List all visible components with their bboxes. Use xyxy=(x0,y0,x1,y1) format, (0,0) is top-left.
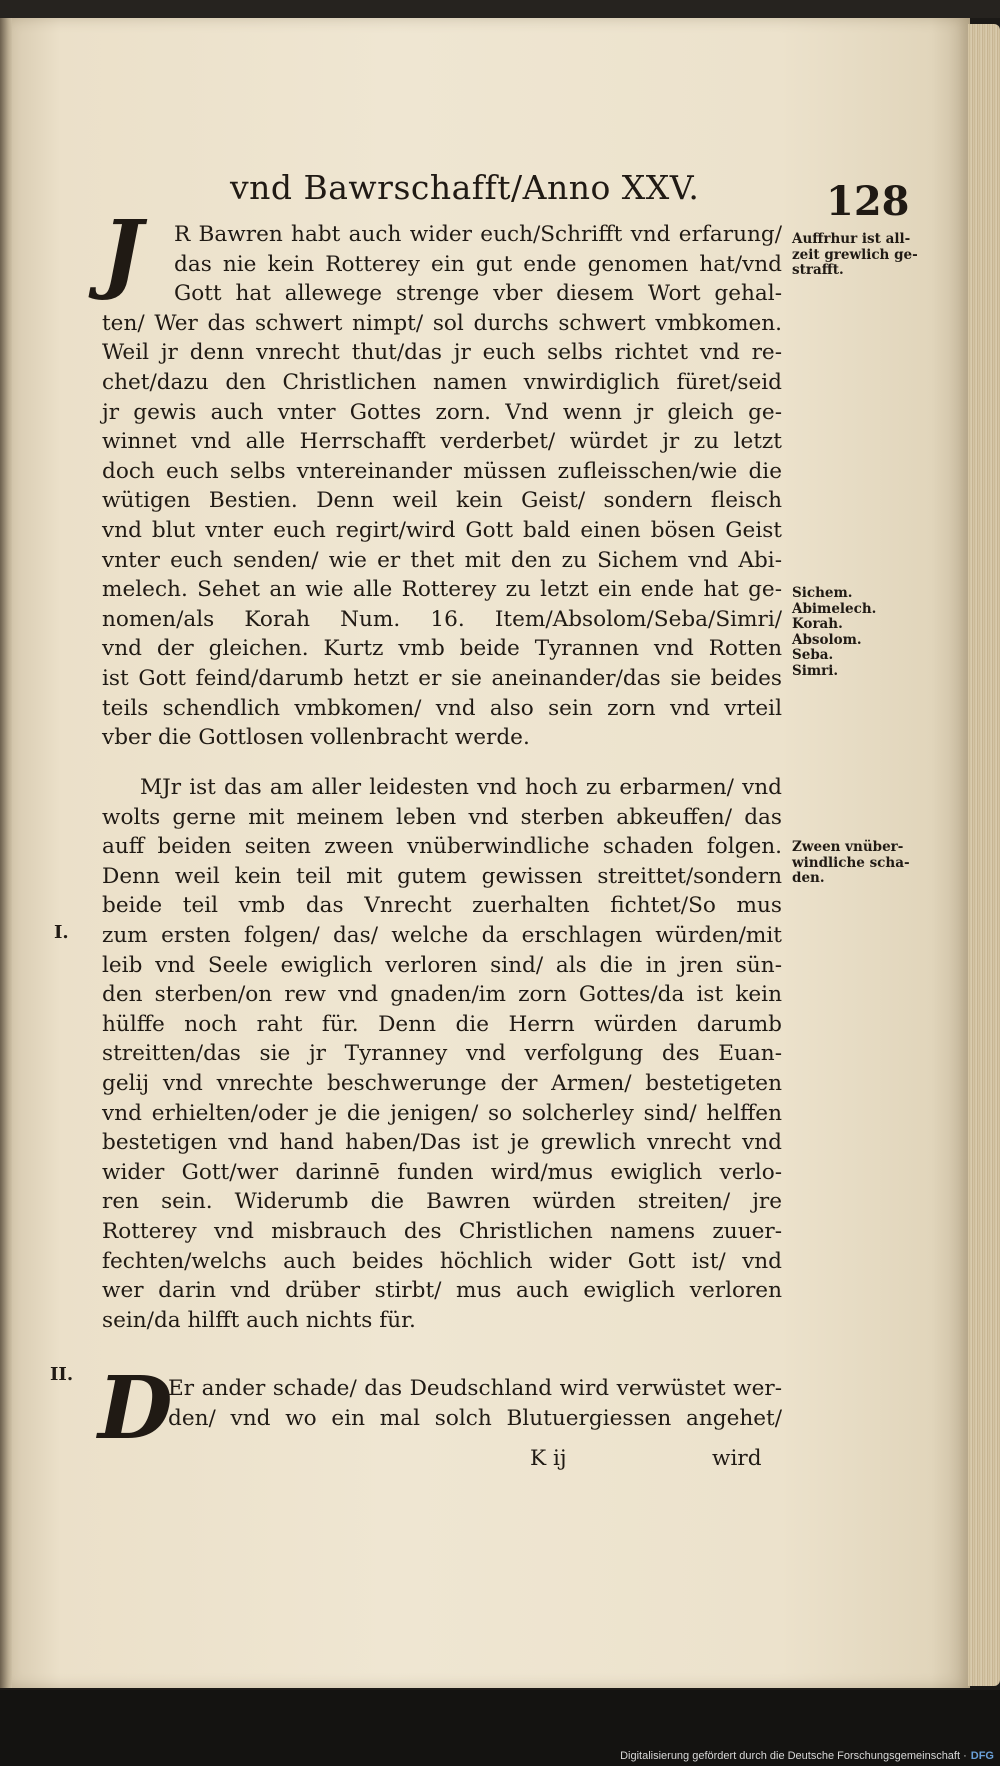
text-line: vnter euch senden/ wie er thet mit den zu Sichem vnd Abi- xyxy=(102,547,782,573)
paragraph-3 xyxy=(102,1374,782,1433)
funding-credit xyxy=(620,1750,994,1762)
margin-note-3 xyxy=(792,840,910,887)
credit-text: Digitalisierung gefördert durch die Deutsche Forschungsgemeinschaft · xyxy=(620,1750,967,1762)
text-line: ren sein. Widerumb die Bawren würden streiten/ jre xyxy=(102,1189,782,1215)
text-line: Weil jr denn vnrecht thut/das jr euch selbs richtet vnd re- xyxy=(102,340,782,366)
paragraph-2 xyxy=(102,773,782,1335)
margin-note-line: Absolom. xyxy=(792,631,862,648)
text-line: vnd blut vnter euch regirt/wird Gott bald einen bösen Geist xyxy=(102,517,782,543)
text-line: wer darin vnd drüber stirbt/ mus auch ewiglich verloren xyxy=(102,1278,782,1304)
text-line: Er ander schade/ das Deudschland wird verwüstet wer- xyxy=(168,1376,782,1401)
text-line: nomen/als Korah Num. 16. Item/Absolom/Seba/Simri/ xyxy=(102,606,782,632)
margin-note-line: Zween vnüber- xyxy=(792,839,904,855)
margin-note-line: windliche scha- xyxy=(792,854,910,871)
text-line: MJr ist das am aller leidesten vnd hoch zu erbarmen/ vnd xyxy=(140,775,782,800)
text-line: beide teil vmb das Vnrecht zuerhalten fichtet/So mus xyxy=(102,893,782,919)
text-line: teils schendlich vmbkomen/ vnd also sein zorn vnd vrteil xyxy=(102,695,782,721)
margin-note-line: Abimelech. xyxy=(792,600,877,617)
text-line: den/ vnd wo ein mal solch Blutuergiessen angehet/ xyxy=(168,1405,782,1431)
margin-note-line: Auffrhur ist all- xyxy=(792,231,911,247)
text-line: fechten/welchs auch beides höchlich wider Gott ist/ vnd xyxy=(102,1248,782,1274)
text-line: wider Gott/wer darinnē funden wird/mus ewiglich verlo- xyxy=(102,1159,782,1185)
text-line: das nie kein Rotterey ein gut ende genomen hat/vnd xyxy=(174,251,782,277)
margin-note-line: zeit grewlich ge- xyxy=(792,246,918,263)
text-line: Gott hat allewege strenge vber diesem Wort gehal- xyxy=(174,281,782,307)
text-line: sein/da hilfft auch nichts für. xyxy=(102,1307,416,1333)
margin-note-line: strafft. xyxy=(792,262,844,278)
text-line: leib vnd Seele ewiglich verloren sind/ als die in jren sün- xyxy=(102,952,782,978)
text-line: chet/dazu den Christlichen namen vnwirdiglich füret/seid xyxy=(102,369,782,395)
text-line: melech. Sehet an wie alle Rotterey zu letzt ein ende hat ge- xyxy=(102,577,782,603)
text-line: R Bawren habt auch wider euch/Schrifft vnd erfarung/ xyxy=(174,222,782,247)
text-line: vnd erhielten/oder je die jenigen/ so solcherley sind/ helffen xyxy=(102,1100,782,1126)
paragraph-1 xyxy=(102,220,782,753)
drop-initial-d: D xyxy=(98,1358,173,1459)
margin-note-line: Seba. xyxy=(792,647,834,663)
text-line: winnet vnd alle Herrschafft verderbet/ würdet jr zu letzt xyxy=(102,429,782,455)
text-line: den sterben/on rew vnd gnaden/im zorn Gottes/da ist kein xyxy=(102,982,782,1008)
running-title: vnd Bawrschafft/Anno XXV. xyxy=(230,168,700,207)
margin-note-1 xyxy=(792,232,918,279)
viewer-top-bar xyxy=(0,0,1000,18)
text-line: doch euch selbs vntereinander müssen zufleisschen/wie die xyxy=(102,458,782,484)
text-line: auff beiden seiten zween vnüberwindliche schaden folgen. xyxy=(102,834,782,860)
section-marker-2: II. xyxy=(50,1364,74,1385)
page-stack-edge xyxy=(968,24,1000,1686)
text-line: Denn weil kein teil mit gutem gewissen streittet/sondern xyxy=(102,863,782,889)
drop-initial-j: J xyxy=(102,202,143,303)
dfg-logo[interactable]: DFG xyxy=(970,1750,994,1762)
catchword: wird xyxy=(712,1446,762,1471)
margin-note-2 xyxy=(792,586,876,679)
text-line: ist Gott feind/darumb hetzt er sie aneinander/das sie beides xyxy=(102,665,782,691)
section-marker-1: I. xyxy=(54,922,69,943)
viewer-bottom-bar xyxy=(0,1690,1000,1766)
text-line: jr gewis auch vnter Gottes zorn. Vnd wenn jr gleich ge- xyxy=(102,399,782,425)
text-line: streitten/das sie jr Tyranney vnd verfolgung des Euan- xyxy=(102,1041,782,1067)
text-line: gelij vnd vnrechte beschwerunge der Armen/ bestetigeten xyxy=(102,1070,782,1096)
text-line: hülffe noch raht für. Denn die Herrn würden darumb xyxy=(102,1011,782,1037)
text-line: vber die Gottlosen vollenbracht werde. xyxy=(102,725,530,751)
text-line: vnd der gleichen. Kurtz vmb beide Tyrannen vnd Rotten xyxy=(102,636,782,662)
text-line: wolts gerne mit meinem leben vnd sterben abkeuffen/ das xyxy=(102,804,782,830)
text-line: ten/ Wer das schwert nimpt/ sol durchs schwert vmbkomen. xyxy=(102,310,782,336)
signature-mark: K ij xyxy=(530,1446,567,1471)
margin-note-line: Korah. xyxy=(792,616,843,632)
margin-note-line: Simri. xyxy=(792,662,839,679)
margin-note-line: Sichem. xyxy=(792,585,853,601)
page-number: 128 xyxy=(826,178,910,225)
margin-note-line: den. xyxy=(792,870,825,886)
text-line: bestetigen vnd hand haben/Das ist je grewlich vnrecht vnd xyxy=(102,1130,782,1156)
text-line: Rotterey vnd misbrauch des Christlichen namens zuuer- xyxy=(102,1218,782,1244)
text-line: wütigen Bestien. Denn weil kein Geist/ sondern fleisch xyxy=(102,488,782,514)
text-line: zum ersten folgen/ das/ welche da erschlagen würden/mit xyxy=(102,922,782,948)
